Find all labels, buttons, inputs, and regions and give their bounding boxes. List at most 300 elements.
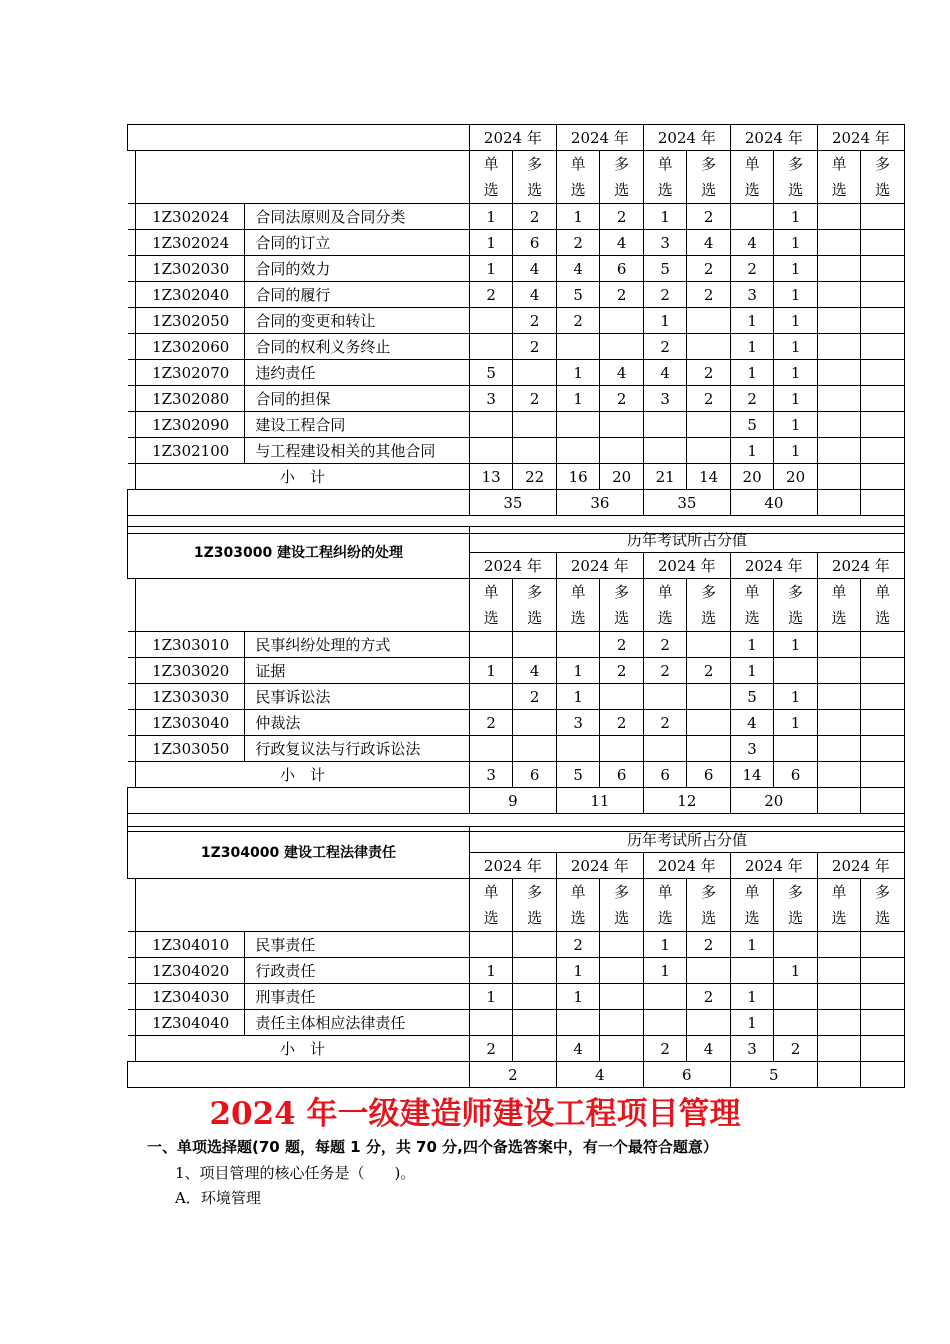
knowledge-code: 1Z302080	[136, 386, 245, 412]
score-cell: 2	[513, 204, 557, 230]
score-cell	[513, 632, 556, 658]
score-cell: 2	[469, 710, 512, 736]
score-cell	[817, 412, 860, 438]
subtotal-cell: 14	[687, 464, 731, 490]
indent-cell	[128, 386, 136, 412]
score-cell	[600, 736, 643, 762]
indent-cell	[128, 308, 136, 334]
single-choice-header: 单 选	[730, 879, 773, 932]
year-total-row	[128, 788, 905, 814]
subtotal-cell	[861, 1036, 905, 1062]
score-cell: 1	[556, 658, 599, 684]
score-cell	[861, 386, 905, 412]
single-choice-header: 单 选	[469, 879, 512, 932]
section-heading: 一、单项选择题(70 题，每题 1 分，共 70 分,四个备选答案中，有一个最符合题意）	[147, 1138, 718, 1156]
score-cell	[817, 736, 860, 762]
single-choice-header: 单 选	[556, 151, 599, 204]
indent-cell	[128, 736, 136, 762]
year-header-cell: 2024 年	[730, 853, 817, 879]
score-cell	[643, 736, 686, 762]
score-cell	[774, 736, 817, 762]
score-cell: 4	[556, 256, 599, 282]
year-header-cell: 2024 年	[817, 125, 904, 151]
subtotal-cell: 2	[469, 1036, 512, 1062]
knowledge-name: 证据	[245, 658, 470, 684]
question-type-row	[128, 151, 905, 204]
score-cell: 1	[556, 386, 599, 412]
indent-cell	[128, 464, 136, 490]
score-cell: 2	[643, 658, 686, 684]
knowledge-name: 合同的订立	[245, 230, 470, 256]
multi-choice-header: 多 选	[687, 579, 730, 632]
score-cell: 1	[643, 308, 686, 334]
indent-cell	[128, 230, 136, 256]
score-cell: 6	[600, 256, 644, 282]
score-cell	[774, 1010, 817, 1036]
score-cell: 1	[774, 438, 818, 464]
score-cell: 1	[469, 204, 512, 230]
single-choice-header: 单 选	[817, 579, 860, 632]
score-cell: 1	[730, 1010, 773, 1036]
year-total-cell	[817, 490, 860, 516]
score-cell: 4	[687, 230, 731, 256]
score-cell	[817, 282, 860, 308]
single-choice-header: 单 选	[643, 151, 686, 204]
knowledge-name: 合同的效力	[245, 256, 470, 282]
knowledge-name: 民事纠纷处理的方式	[245, 632, 470, 658]
single-choice-header: 单 选	[469, 579, 512, 632]
subtotal-row	[128, 1036, 905, 1062]
year-total-cell: 4	[556, 1062, 643, 1088]
score-cell	[643, 1010, 686, 1036]
subtotal-cell: 5	[556, 762, 599, 788]
score-cell	[861, 282, 905, 308]
indent-cell	[128, 710, 136, 736]
multi-choice-header: 多 选	[513, 879, 556, 932]
subtotal-cell	[817, 464, 860, 490]
score-cell	[687, 958, 730, 984]
score-cell	[513, 438, 557, 464]
score-cell	[687, 632, 730, 658]
year-header-cell: 2024 年	[643, 853, 730, 879]
knowledge-code: 1Z304010	[136, 932, 245, 958]
section-title-row	[128, 827, 905, 853]
score-header: 历年考试所占分值	[469, 827, 904, 853]
score-cell: 1	[643, 932, 686, 958]
score-cell: 1	[556, 360, 599, 386]
subtotal-cell: 13	[469, 464, 512, 490]
year-header-cell: 2024 年	[556, 853, 643, 879]
score-cell: 1	[556, 684, 599, 710]
subtotal-cell: 6	[643, 762, 686, 788]
single-choice-header: 单 选	[730, 151, 773, 204]
year-total-cell	[817, 1062, 860, 1088]
score-cell: 1	[730, 932, 773, 958]
score-cell	[687, 308, 731, 334]
score-cell	[556, 736, 599, 762]
score-cell: 2	[556, 308, 599, 334]
score-table-1	[127, 124, 905, 534]
score-table-3	[127, 826, 905, 1088]
subtotal-cell: 21	[643, 464, 686, 490]
score-cell: 2	[556, 230, 599, 256]
score-cell: 1	[730, 360, 773, 386]
knowledge-name: 民事诉讼法	[245, 684, 470, 710]
knowledge-point-row	[128, 984, 905, 1010]
score-cell	[469, 632, 512, 658]
score-cell	[817, 632, 860, 658]
score-cell	[817, 438, 860, 464]
indent-cell	[128, 684, 136, 710]
score-cell	[861, 256, 905, 282]
knowledge-code: 1Z302100	[136, 438, 245, 464]
score-cell: 3	[556, 710, 599, 736]
score-cell	[600, 308, 644, 334]
question-type-row	[128, 579, 905, 632]
score-cell	[687, 412, 731, 438]
score-cell: 1	[774, 282, 818, 308]
year-header-row	[128, 125, 905, 151]
score-cell	[600, 412, 644, 438]
score-cell: 1	[774, 204, 818, 230]
multi-choice-header: 多 选	[774, 879, 817, 932]
score-cell	[687, 736, 730, 762]
indent-cell	[128, 632, 136, 658]
knowledge-code: 1Z303050	[136, 736, 245, 762]
year-total-row	[128, 490, 905, 516]
score-cell: 2	[687, 932, 730, 958]
score-cell	[643, 438, 686, 464]
knowledge-point-row	[128, 932, 905, 958]
score-cell	[556, 632, 599, 658]
subtotal-cell: 20	[774, 464, 818, 490]
score-cell: 4	[513, 256, 557, 282]
knowledge-code: 1Z302060	[136, 334, 245, 360]
score-cell: 4	[600, 360, 644, 386]
score-cell: 1	[469, 256, 512, 282]
score-cell: 3	[730, 282, 773, 308]
score-cell	[687, 684, 730, 710]
subtotal-row	[128, 762, 905, 788]
knowledge-point-row	[128, 632, 905, 658]
knowledge-code: 1Z304020	[136, 958, 245, 984]
indent-cell	[128, 256, 136, 282]
year-total-cell: 6	[643, 1062, 730, 1088]
knowledge-point-row	[128, 204, 905, 230]
subtotal-cell: 14	[730, 762, 773, 788]
single-choice-header: 单 选	[643, 879, 686, 932]
year-header-cell: 2024 年	[730, 553, 817, 579]
score-cell: 2	[687, 282, 731, 308]
score-cell	[730, 958, 773, 984]
score-cell: 1	[469, 958, 512, 984]
multi-choice-header: 多 选	[600, 151, 644, 204]
knowledge-point-row	[128, 438, 905, 464]
score-cell	[556, 334, 599, 360]
score-cell: 2	[643, 334, 686, 360]
score-cell: 1	[469, 230, 512, 256]
multi-choice-header: 多 选	[687, 151, 731, 204]
score-cell	[817, 932, 860, 958]
score-cell: 1	[774, 710, 817, 736]
score-cell	[600, 1010, 643, 1036]
score-cell: 4	[730, 710, 773, 736]
indent-cell	[128, 879, 136, 932]
score-cell: 1	[774, 256, 818, 282]
score-cell	[861, 204, 905, 230]
score-cell	[469, 438, 512, 464]
year-total-cell: 20	[730, 788, 817, 814]
subtotal-cell: 22	[513, 464, 557, 490]
score-cell: 2	[687, 256, 731, 282]
single-choice-header: 单 选	[817, 151, 860, 204]
score-cell: 3	[730, 736, 773, 762]
indent-cell	[128, 658, 136, 684]
knowledge-name: 与工程建设相关的其他合同	[245, 438, 470, 464]
subtotal-cell: 4	[687, 1036, 730, 1062]
knowledge-name: 违约责任	[245, 360, 470, 386]
score-cell: 4	[513, 282, 557, 308]
score-cell	[513, 710, 556, 736]
score-cell: 2	[687, 360, 731, 386]
year-total-cell	[861, 788, 905, 814]
subtotal-cell	[861, 762, 905, 788]
question-type-row	[128, 879, 905, 932]
knowledge-point-row	[128, 658, 905, 684]
total-blank-cell	[128, 490, 470, 516]
indent-cell	[128, 438, 136, 464]
year-header-cell: 2024 年	[469, 125, 556, 151]
score-cell: 2	[556, 932, 599, 958]
score-cell	[861, 308, 905, 334]
header-blank-cell	[136, 879, 470, 932]
knowledge-code: 1Z302040	[136, 282, 245, 308]
score-cell: 1	[643, 204, 686, 230]
single-choice-header: 单 选	[643, 579, 686, 632]
subtotal-cell: 16	[556, 464, 599, 490]
knowledge-code: 1Z303010	[136, 632, 245, 658]
score-cell: 6	[513, 230, 557, 256]
subtotal-cell: 6	[687, 762, 730, 788]
score-cell	[817, 256, 860, 282]
single-choice-header: 单 选	[730, 579, 773, 632]
year-total-cell: 11	[556, 788, 643, 814]
score-cell	[817, 308, 860, 334]
score-cell: 1	[730, 438, 773, 464]
score-cell: 5	[730, 684, 773, 710]
knowledge-name: 合同的履行	[245, 282, 470, 308]
score-cell	[600, 438, 644, 464]
score-cell	[687, 438, 731, 464]
subtotal-cell: 6	[774, 762, 817, 788]
score-cell	[469, 736, 512, 762]
score-cell: 3	[643, 230, 686, 256]
section-title-row	[128, 527, 905, 553]
score-cell: 1	[774, 360, 818, 386]
subtotal-row	[128, 464, 905, 490]
score-cell: 1	[730, 632, 773, 658]
score-cell	[774, 658, 817, 684]
score-cell: 1	[774, 412, 818, 438]
subtotal-cell	[513, 1036, 556, 1062]
score-cell: 1	[774, 632, 817, 658]
knowledge-name: 合同的担保	[245, 386, 470, 412]
score-cell: 1	[556, 984, 599, 1010]
section-title: 1Z304000 建设工程法律责任	[128, 827, 470, 879]
subtotal-cell	[817, 762, 860, 788]
subtotal-cell	[600, 1036, 643, 1062]
score-cell: 1	[469, 984, 512, 1010]
score-cell: 2	[687, 984, 730, 1010]
score-cell	[861, 932, 905, 958]
score-cell: 2	[600, 632, 643, 658]
total-blank-cell	[128, 1062, 470, 1088]
multi-choice-header: 多 选	[513, 579, 556, 632]
score-cell	[643, 684, 686, 710]
knowledge-point-row	[128, 412, 905, 438]
year-total-cell	[817, 788, 860, 814]
score-cell	[600, 334, 644, 360]
subtotal-label: 小 计	[136, 762, 470, 788]
subtotal-cell: 3	[730, 1036, 773, 1062]
score-cell	[643, 984, 686, 1010]
score-cell	[730, 204, 773, 230]
indent-cell	[128, 151, 136, 204]
subtotal-cell: 6	[600, 762, 643, 788]
question-1: 1、项目管理的核心任务是（ )。	[175, 1164, 416, 1182]
knowledge-point-row	[128, 230, 905, 256]
indent-cell	[128, 360, 136, 386]
year-total-cell: 35	[469, 490, 556, 516]
multi-choice-header: 单 选	[861, 579, 905, 632]
subtotal-cell: 6	[513, 762, 556, 788]
knowledge-name: 仲裁法	[245, 710, 470, 736]
score-cell	[861, 412, 905, 438]
score-cell: 1	[730, 334, 773, 360]
score-cell	[861, 658, 905, 684]
knowledge-point-row	[128, 684, 905, 710]
score-cell	[469, 932, 512, 958]
knowledge-point-row	[128, 282, 905, 308]
multi-choice-header: 多 选	[861, 879, 905, 932]
document-title: 2024 年一级建造师建设工程项目管理	[209, 1096, 741, 1132]
indent-cell	[128, 412, 136, 438]
score-cell: 4	[643, 360, 686, 386]
indent-cell	[128, 579, 136, 632]
score-cell: 2	[513, 684, 556, 710]
score-cell	[774, 932, 817, 958]
indent-cell	[128, 1010, 136, 1036]
subtotal-label: 小 计	[136, 1036, 470, 1062]
score-cell: 2	[600, 710, 643, 736]
score-cell	[513, 958, 556, 984]
knowledge-name: 责任主体相应法律责任	[245, 1010, 470, 1036]
score-cell: 1	[774, 308, 818, 334]
knowledge-name: 民事责任	[245, 932, 470, 958]
score-cell: 1	[556, 204, 599, 230]
score-cell: 2	[600, 204, 644, 230]
knowledge-name: 合同的权利义务终止	[245, 334, 470, 360]
knowledge-code: 1Z303020	[136, 658, 245, 684]
year-total-cell: 36	[556, 490, 643, 516]
knowledge-code: 1Z302030	[136, 256, 245, 282]
score-cell: 2	[730, 256, 773, 282]
score-cell	[556, 412, 599, 438]
score-cell: 1	[774, 230, 818, 256]
multi-choice-header: 多 选	[774, 579, 817, 632]
header-blank-cell	[128, 125, 470, 151]
knowledge-point-row	[128, 736, 905, 762]
header-blank-cell	[136, 151, 470, 204]
score-cell	[817, 984, 860, 1010]
score-cell: 2	[643, 282, 686, 308]
year-total-cell	[861, 1062, 905, 1088]
score-cell	[817, 958, 860, 984]
score-cell: 2	[687, 204, 731, 230]
score-cell: 1	[643, 958, 686, 984]
year-total-cell: 40	[730, 490, 817, 516]
single-choice-header: 单 选	[469, 151, 512, 204]
total-blank-cell	[128, 788, 470, 814]
indent-cell	[128, 1036, 136, 1062]
subtotal-cell	[817, 1036, 860, 1062]
score-cell	[774, 984, 817, 1010]
year-header-cell: 2024 年	[556, 553, 643, 579]
score-cell: 2	[600, 386, 644, 412]
score-cell	[643, 412, 686, 438]
multi-choice-header: 多 选	[600, 879, 643, 932]
subtotal-cell: 2	[643, 1036, 686, 1062]
subtotal-cell: 3	[469, 762, 512, 788]
knowledge-code: 1Z302070	[136, 360, 245, 386]
score-cell	[513, 736, 556, 762]
knowledge-code: 1Z302024	[136, 230, 245, 256]
knowledge-point-row	[128, 958, 905, 984]
score-cell	[817, 334, 860, 360]
score-cell: 2	[513, 334, 557, 360]
year-header-cell: 2024 年	[469, 553, 556, 579]
knowledge-code: 1Z304030	[136, 984, 245, 1010]
score-cell	[861, 360, 905, 386]
score-cell: 4	[600, 230, 644, 256]
knowledge-code: 1Z304040	[136, 1010, 245, 1036]
year-total-row	[128, 1062, 905, 1088]
knowledge-point-row	[128, 386, 905, 412]
subtotal-cell: 20	[730, 464, 773, 490]
score-cell: 2	[687, 386, 731, 412]
score-cell	[861, 632, 905, 658]
score-cell	[513, 412, 557, 438]
subtotal-label: 小 计	[136, 464, 470, 490]
score-cell	[469, 412, 512, 438]
score-cell	[817, 204, 860, 230]
knowledge-name: 刑事责任	[245, 984, 470, 1010]
knowledge-name: 行政责任	[245, 958, 470, 984]
score-cell: 1	[556, 958, 599, 984]
score-cell	[817, 360, 860, 386]
year-header-cell: 2024 年	[556, 125, 643, 151]
score-cell: 1	[730, 308, 773, 334]
score-cell	[861, 1010, 905, 1036]
score-cell	[513, 1010, 556, 1036]
knowledge-point-row	[128, 360, 905, 386]
score-cell: 3	[469, 386, 512, 412]
multi-choice-header: 多 选	[861, 151, 905, 204]
year-total-cell: 35	[643, 490, 730, 516]
score-cell: 5	[556, 282, 599, 308]
score-cell	[556, 1010, 599, 1036]
score-cell: 5	[469, 360, 512, 386]
